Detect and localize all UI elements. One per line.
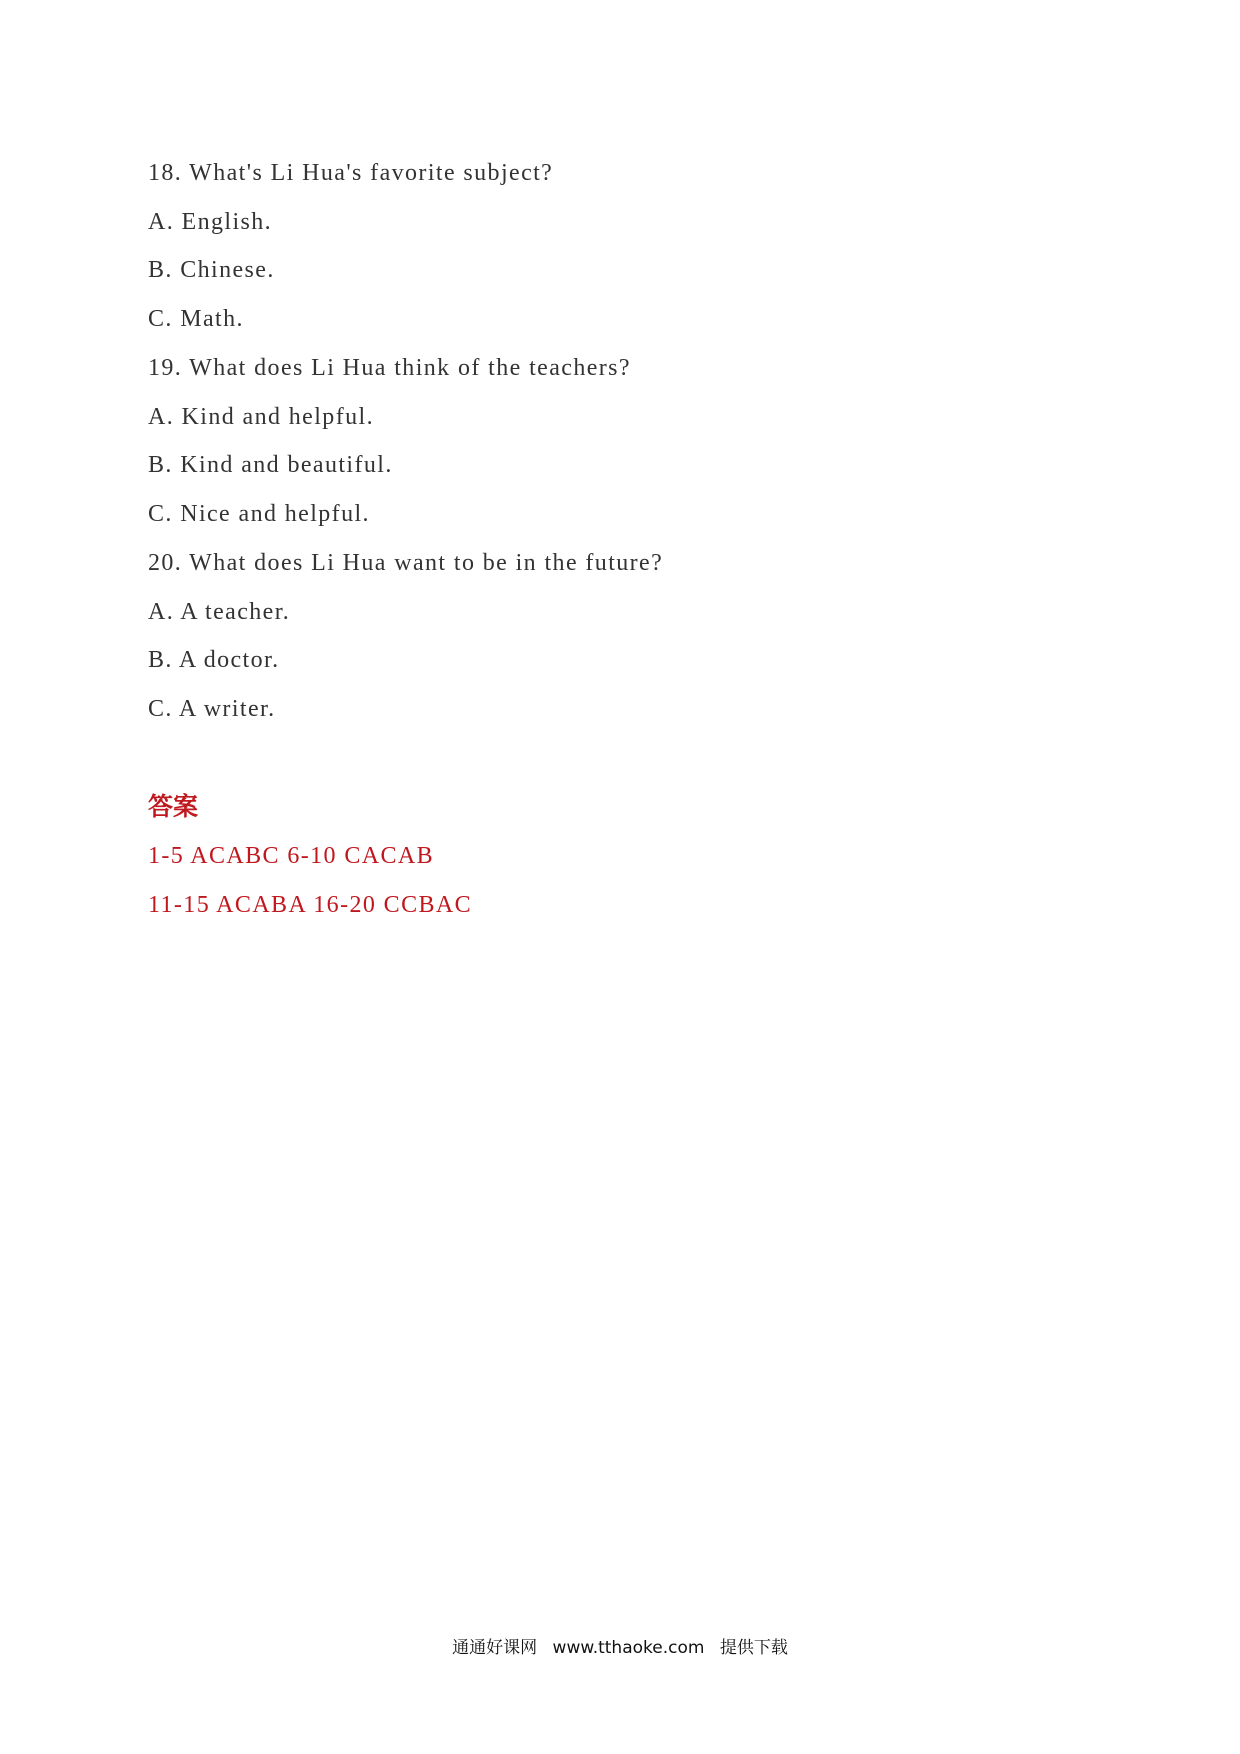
question-19-option-c: C. Nice and helpful. <box>148 501 370 527</box>
question-20-option-b: B. A doctor. <box>148 647 280 673</box>
answers-line-1: 1-5 ACABC 6-10 CACAB <box>148 843 435 869</box>
question-18: 18. What's Li Hua's favorite subject? <box>148 160 554 186</box>
question-19-option-b: B. Kind and beautiful. <box>148 452 393 478</box>
answers-line-2: 11-15 ACABA 16-20 CCBAC <box>148 892 473 918</box>
question-19-option-a: A. Kind and helpful. <box>148 404 374 430</box>
question-18-option-b: B. Chinese. <box>148 257 275 283</box>
page-footer <box>0 1633 1240 1658</box>
question-19: 19. What does Li Hua think of the teachers? <box>148 355 631 381</box>
question-20: 20. What does Li Hua want to be in the future? <box>148 550 664 576</box>
question-18-option-c: C. Math. <box>148 306 244 332</box>
footer-url: www.tthaoke.com <box>552 1638 705 1658</box>
question-18-option-a: A. English. <box>148 209 273 235</box>
question-20-option-a: A. A teacher. <box>148 599 291 625</box>
question-20-option-c: C. A writer. <box>148 696 276 722</box>
footer-suffix: 提供下载 <box>719 1638 788 1658</box>
answers-heading: 答案 <box>148 792 199 821</box>
footer-site-name: 通通好课网 <box>452 1638 538 1658</box>
